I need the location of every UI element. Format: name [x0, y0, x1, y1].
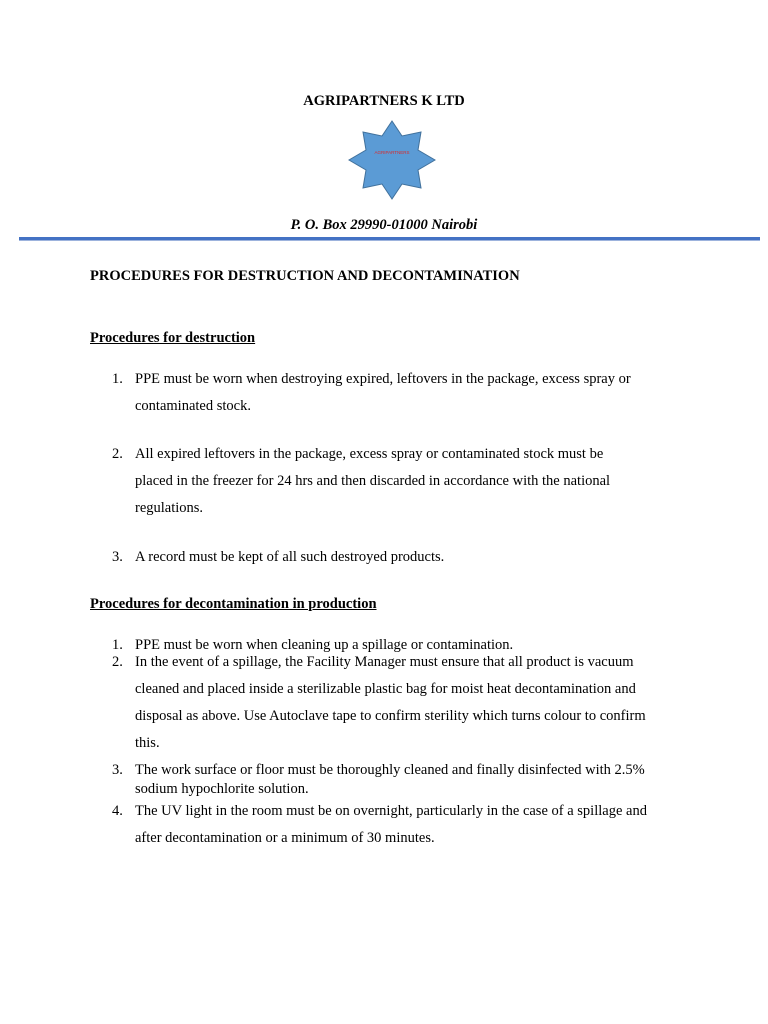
- list-number: 3.: [112, 549, 123, 565]
- list-text: PPE must be worn when destroying expired, leftovers in the package, excess spray or contaminated stock.: [135, 371, 631, 414]
- list-text: The work surface or floor must be thoroughly cleaned and finally disinfected with 2.5% sodium hypochlorite solution.: [135, 762, 645, 797]
- list-number: 2.: [112, 654, 123, 670]
- company-logo: [348, 120, 436, 200]
- list-text: In the event of a spillage, the Facility Manager must ensure that all product is vacuum cleaned and placed inside a sterilizable plastic bag for moist heat decontamination and disposal as above. Use Autoclave tape to confirm sterility which turns colour to confirm this.: [135, 654, 646, 751]
- company-name: AGRIPARTNERS K LTD: [303, 93, 465, 109]
- company-address: P. O. Box 29990-01000 Nairobi: [290, 217, 478, 233]
- logo-text: AGRIPARTNERS: [374, 150, 410, 155]
- header-divider-shadow: [19, 240, 760, 241]
- list-number: 1.: [112, 371, 123, 387]
- list-number: 3.: [112, 762, 123, 778]
- list-text: A record must be kept of all such destroyed products.: [135, 549, 445, 565]
- logo-star-shape: [349, 121, 435, 199]
- destruction-heading: Procedures for destruction: [90, 330, 256, 346]
- list-text: The UV light in the room must be on overnight, particularly in the case of a spillage and after decontamination or a minimum of 30 minutes.: [135, 803, 647, 846]
- document-title: PROCEDURES FOR DESTRUCTION AND DECONTAMINATION: [90, 268, 520, 284]
- list-number: 4.: [112, 803, 123, 819]
- list-number: 1.: [112, 637, 123, 653]
- decontamination-heading: Procedures for decontamination in production: [90, 596, 377, 612]
- list-text: PPE must be worn when cleaning up a spillage or contamination.: [135, 637, 514, 653]
- list-number: 2.: [112, 446, 123, 462]
- list-text: All expired leftovers in the package, excess spray or contaminated stock must be placed in the freezer for 24 hrs and then discarded in accordance with the national regulations.: [135, 446, 611, 516]
